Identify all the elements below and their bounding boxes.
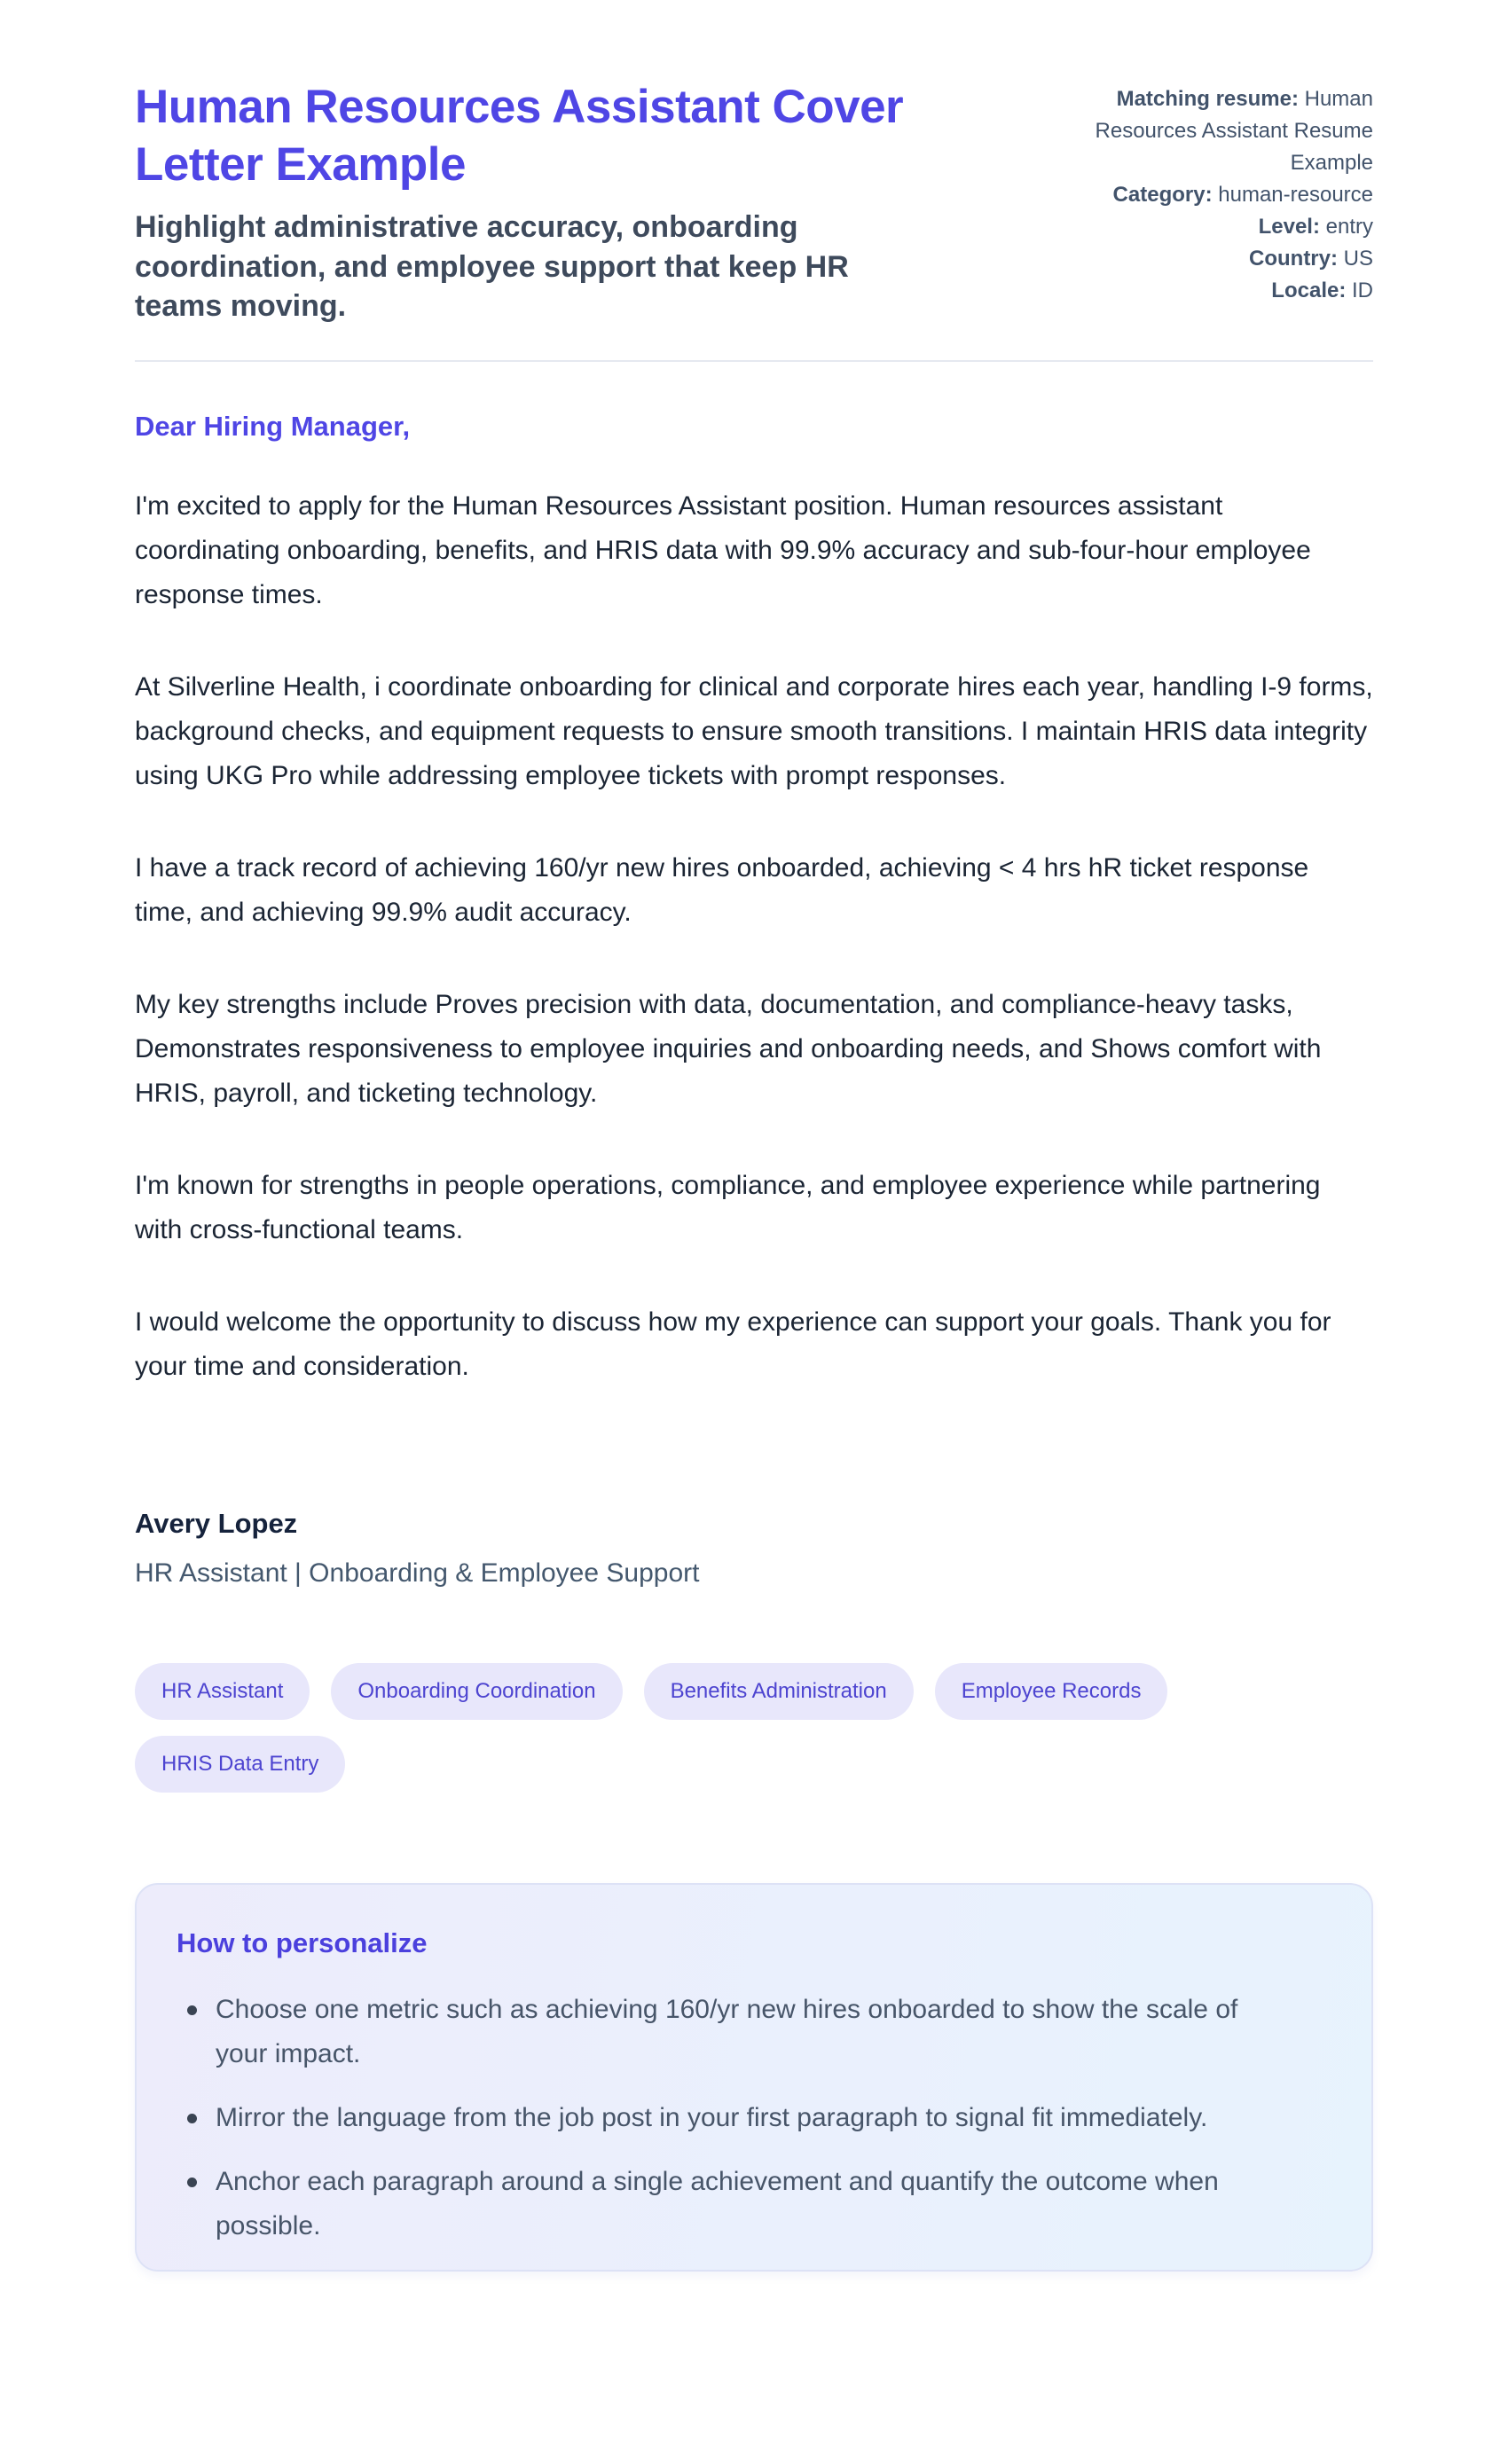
meta-label: Level: [1258,215,1320,239]
tag-benefits-administration[interactable]: Benefits Administration [644,1663,914,1720]
personalize-tip: Choose one metric such as achieving 160/yr new hires onboarded to show the scale of your impact. [177,1988,1268,2076]
meta-label: Country: [1249,247,1338,271]
meta-locale [1054,275,1373,307]
header-title-block [135,78,915,326]
letter-greeting: Dear Hiring Manager, [135,410,411,442]
meta-value: ID [1352,279,1373,302]
tag-employee-records[interactable]: Employee Records [935,1663,1168,1720]
meta-value: Human Resources Assistant Resume Example [1095,87,1373,175]
tag-onboarding-coordination[interactable]: Onboarding Coordination [331,1663,622,1720]
meta-label: Category: [1112,183,1213,207]
header-divider [135,360,1373,362]
signature-name: Avery Lopez [135,1507,298,1539]
meta-country [1054,243,1373,275]
meta-value: entry [1325,215,1373,239]
personalize-tips-list [177,1988,1327,2248]
letter-paragraph: I'm excited to apply for the Human Resources Assistant position. Human resources assistant coordinating onboarding, benefits, and HRIS data with 99.9% accuracy and sub-four-hour employee response times. [135,490,1311,609]
letter-paragraph: I have a track record of achieving 160/yr new hires onboarded, achieving < 4 hrs hR ticket response time, and achieving 99.9% audit accuracy. [135,852,1309,927]
how-to-personalize-heading: How to personalize [177,1927,428,1959]
skill-tags [135,1663,1373,1793]
letter-paragraph: I'm known for strengths in people operations, compliance, and employee experience while partnering with cross-functional teams. [135,1170,1321,1244]
letter-paragraph: My key strengths include Proves precision with data, documentation, and compliance-heavy tasks, Demonstrates responsiveness to employee inquiries and onboarding needs, and Shows comfort with HRIS, payroll, and ticketing technology. [135,989,1322,1108]
meta-value: human-resource [1218,183,1373,207]
letter-paragraph: At Silverline Health, i coordinate onboarding for clinical and corporate hires each year, handling I-9 forms, background checks, and equipment requests to ensure smooth transitions. I maintain HRIS data integrity using UKG Pro while addressing employee tickets with prompt responses. [135,671,1373,790]
tag-hris-data-entry[interactable]: HRIS Data Entry [135,1736,345,1793]
meta-category [1054,179,1373,211]
meta-label: Matching resume: [1116,87,1299,111]
personalize-tip: Anchor each paragraph around a single achievement and quantify the outcome when possible. [177,2160,1268,2248]
signature-role: HR Assistant | Onboarding & Employee Support [135,1558,700,1589]
meta-matching-resume [1054,83,1373,179]
how-to-personalize-box [135,1883,1373,2272]
tag-hr-assistant[interactable]: HR Assistant [135,1663,310,1720]
letter-paragraph: I would welcome the opportunity to discuss how my experience can support your goals. Thank you for your time and consideration. [135,1307,1331,1381]
letter-body [135,408,1373,1590]
page-header [135,78,1373,326]
meta-value: US [1343,247,1373,271]
meta-label: Locale: [1271,279,1347,302]
page-title: Human Resources Assistant Cover Letter Example [135,81,904,192]
page-subtitle: Highlight administrative accuracy, onboarding coordination, and employee support that keep HR teams moving. [135,210,849,324]
meta-level [1054,211,1373,243]
personalize-tip: Mirror the language from the job post in your first paragraph to signal fit immediately. [177,2096,1268,2140]
meta-panel [1054,78,1373,307]
